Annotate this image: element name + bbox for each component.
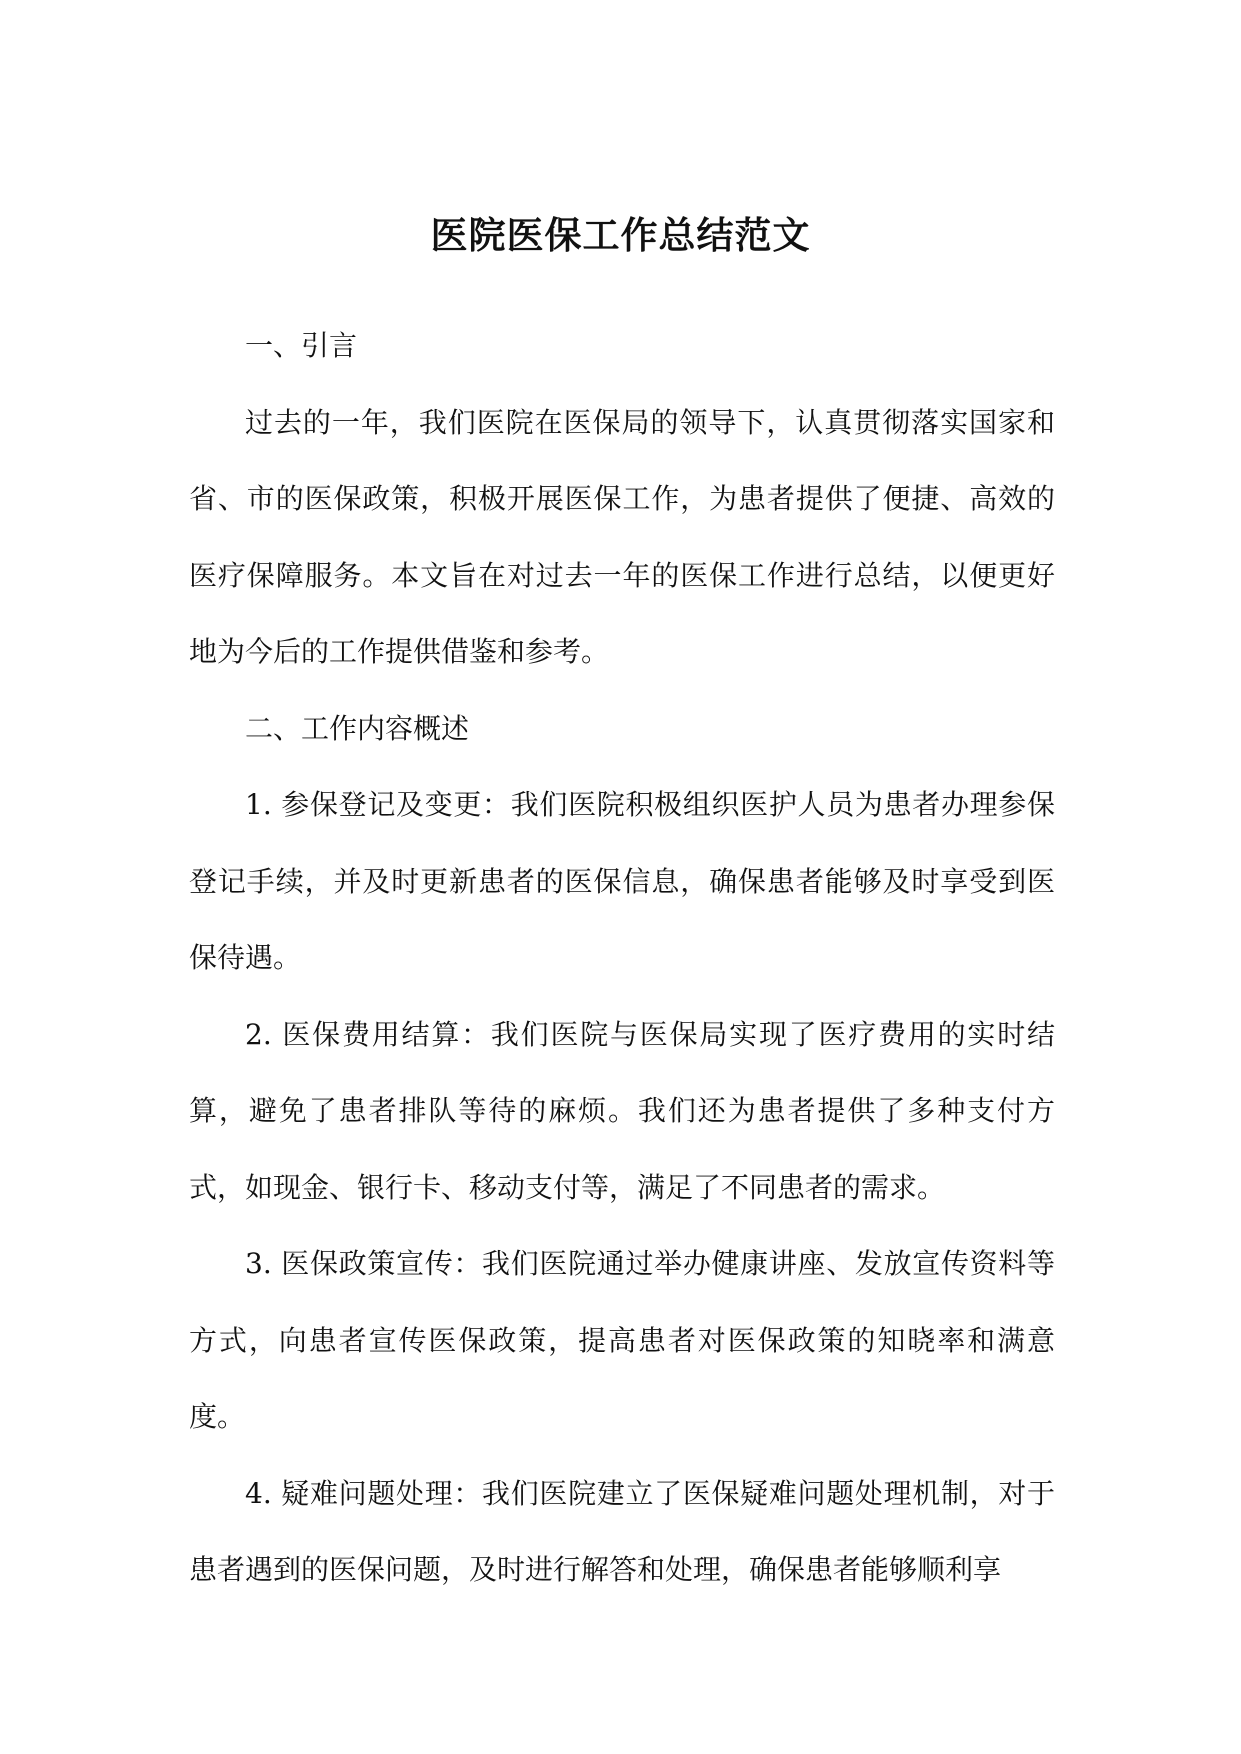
paragraph-item-4: 4. 疑难问题处理：我们医院建立了医保疑难问题处理机制，对于患者遇到的医保问题，及时进行解答和处理，确保患者能够顺利享 [189,1476,1055,1586]
section-heading-introduction: 一、引言 [245,329,358,362]
paragraph-introduction: 过去的一年，我们医院在医保局的领导下，认真贯彻落实国家和省、市的医保政策，积极开展医保工作，为患者提供了便捷、高效的医疗保障服务。本文旨在对过去一年的医保工作进行总结，以便更好地为今后的工作提供借鉴和参考。 [189,405,1055,668]
document-body [189,308,1055,1609]
section-heading-work-overview: 二、工作内容概述 [245,711,470,745]
document-title: 医院医保工作总结范文 [430,212,811,257]
paragraph-item-1: 1. 参保登记及变更：我们医院积极组织医护人员为患者办理参保登记手续，并及时更新患者的医保信息，确保患者能够及时享受到医保待遇。 [189,788,1055,974]
paragraph-item-3: 3. 医保政策宣传：我们医院通过举办健康讲座、发放宣传资料等方式，向患者宣传医保政策，提高患者对医保政策的知晓率和满意度。 [189,1247,1055,1433]
paragraph-item-2: 2. 医保费用结算：我们医院与医保局实现了医疗费用的实时结算，避免了患者排队等待的麻烦。我们还为患者提供了多种支付方式，如现金、银行卡、移动支付等，满足了不同患者的需求。 [189,1017,1055,1204]
